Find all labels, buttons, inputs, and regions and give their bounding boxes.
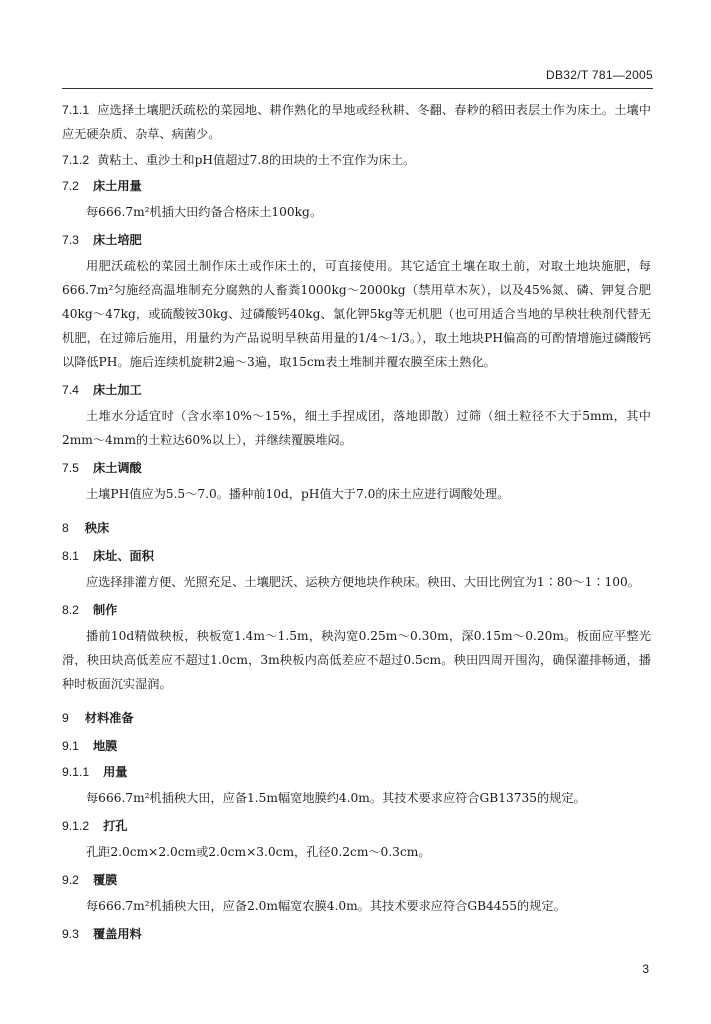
paragraph: 播前10d精做秧板，秧板宽1.4m～1.5m，秧沟宽0.25m～0.30m，深0.15m～0.20m。板面应平整光滑，秧田块高低差应不超过1.0cm，3m秧板内高低差应不超过0.5cm。秧田四周开围沟，确保灌排畅通，播种时板面沉实湿润。 [62, 629, 651, 691]
clause-text: 秧床 [84, 521, 110, 535]
clause-number: 7.4 [62, 383, 79, 397]
clause-number: 9.1 [62, 739, 79, 753]
clause-number: 7.3 [62, 233, 79, 247]
clause-text: 应选择土壤肥沃疏松的菜园地、耕作熟化的旱地或经秋耕、冬翻、春耖的稻田表层土作为床土。土壤中应无硬杂质、杂草、病菌少。 [62, 103, 651, 141]
chapter-heading [62, 706, 651, 730]
paragraph: 孔距2.0cm×2.0cm或2.0cm×3.0cm，孔径0.2cm～0.3cm。 [86, 845, 431, 859]
standard-code: DB32/T 781—2005 [545, 68, 653, 82]
clause-number: 8.1 [62, 549, 79, 563]
section-heading [62, 544, 651, 568]
clause-number: 9 [62, 711, 69, 725]
clause-item [62, 98, 651, 146]
clause-number: 7.2 [62, 179, 79, 193]
document-body [62, 98, 651, 948]
section-heading [62, 228, 651, 252]
paragraph: 土壤PH值应为5.5～7.0。播种前10d，pH值大于7.0的床土应进行调酸处理。 [86, 487, 510, 501]
clause-text: 覆盖用料 [92, 927, 142, 941]
clause-text: 地膜 [92, 739, 118, 753]
paragraph: 用肥沃疏松的菜园土制作床土或作床土的，可直接使用。其它适宜土壤在取土前，对取土地块施肥，每666.7m²匀施经高温堆制充分腐熟的人畜粪1000kg～2000kg（禁用草木灰），以及45%氮、磷、钾复合肥40kg～47kg，或硫酸铵30kg、过磷酸钙40kg、氯化钾5kg等无机肥（也可用适合当地的旱秧壮秧剂代替无机肥，在过筛后施用，用量约为产品说明旱秧苗用量的1/4～1/3。），取土地块PH偏高的可酌情增施过磷酸钙以降低PH。施后连续机旋耕2遍～3遍，取15cm表土堆制并覆农膜至床土熟化。 [62, 259, 651, 369]
paragraph: 应选择排灌方便、光照充足、土壤肥沃、运秧方便地块作秧床。秧田、大田比例宜为1∶80～1∶100。 [86, 575, 640, 589]
section-heading [62, 378, 651, 402]
section-heading [62, 598, 651, 622]
clause-number: 9.2 [62, 873, 79, 887]
clause-number: 7.1.2 [62, 153, 90, 167]
clause-number: 8 [62, 521, 69, 535]
page-number: 3 [642, 962, 649, 976]
clause-item [62, 148, 651, 172]
paragraph: 每666.7m²机插秧大田，应备1.5m幅宽地膜约4.0m。其技术要求应符合GB13735的规定。 [86, 791, 586, 805]
section-heading [62, 734, 651, 758]
clause-text: 制作 [92, 603, 118, 617]
clause-number: 8.2 [62, 603, 79, 617]
section-heading [62, 456, 651, 480]
clause-text: 床土调酸 [92, 461, 142, 475]
section-heading [62, 868, 651, 892]
paragraph: 每666.7m²机插大田约备合格床土100kg。 [86, 205, 323, 219]
clause-text: 床址、面积 [92, 549, 154, 563]
chapter-heading [62, 516, 651, 540]
clause-text: 床土加工 [92, 383, 142, 397]
clause-text: 用量 [103, 765, 128, 779]
clause-text: 材料准备 [84, 711, 134, 725]
clause-number: 9.3 [62, 927, 79, 941]
clause-text: 打孔 [103, 819, 128, 833]
section-heading [62, 814, 651, 838]
clause-number: 7.1.1 [62, 103, 90, 117]
header-rule [62, 88, 653, 89]
clause-number: 9.1.2 [62, 819, 90, 833]
paragraph: 土堆水分适宜时（含水率10%～15%，细土手捏成团，落地即散）过筛（细土粒径不大于5mm，其中2mm～4mm的土粒达60%以上），并继续覆膜堆闷。 [62, 409, 651, 447]
clause-number: 7.5 [62, 461, 79, 475]
section-heading [62, 174, 651, 198]
clause-text: 床土培肥 [92, 233, 142, 247]
paragraph: 每666.7m²机插秧大田，应备2.0m幅宽农膜4.0m。其技术要求应符合GB4455的规定。 [86, 899, 566, 913]
clause-text: 覆膜 [92, 873, 118, 887]
clause-number: 9.1.1 [62, 765, 90, 779]
section-heading [62, 760, 651, 784]
clause-text: 床土用量 [92, 179, 142, 193]
section-heading [62, 922, 651, 946]
clause-text: 黄粘土、重沙土和pH值超过7.8的田块的土不宜作为床土。 [97, 153, 416, 167]
